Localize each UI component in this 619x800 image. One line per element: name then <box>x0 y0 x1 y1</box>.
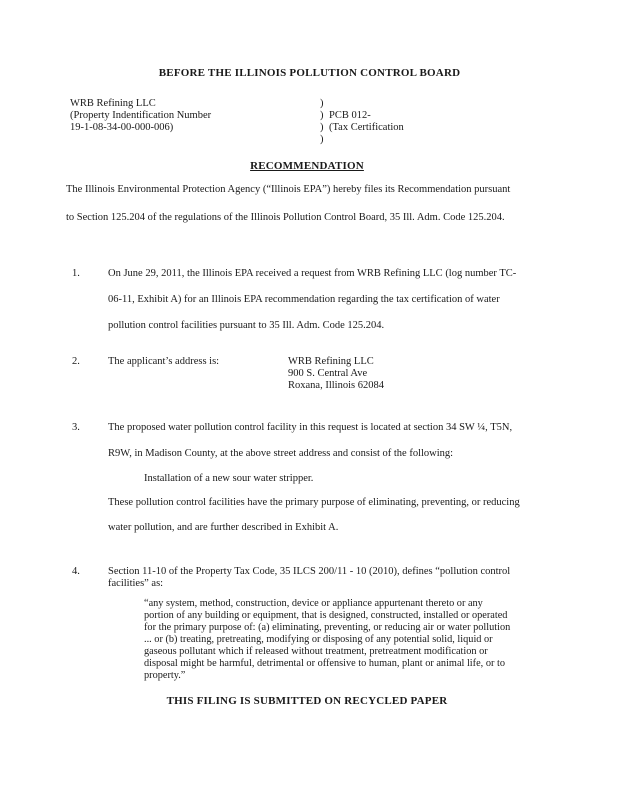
caption-paren: ) <box>320 98 324 109</box>
quote-line: portion of any building or equipment, that is designed, constructed, installed or operated <box>144 610 508 621</box>
facility-item: Installation of a new sour water stripper. <box>144 473 314 484</box>
board-title: BEFORE THE ILLINOIS POLLUTION CONTROL BOARD <box>158 67 461 79</box>
quote-line: “any system, method, construction, device or appliance appurtenant thereto or any <box>144 598 483 609</box>
address-line: WRB Refining LLC <box>288 356 374 367</box>
caption-case-type: (Tax Certification <box>329 122 404 133</box>
caption-paren: ) <box>320 122 324 133</box>
applicant-address-label: The applicant’s address is: <box>108 356 220 367</box>
paragraph-line: On June 29, 2011, the Illinois EPA received a request from WRB Refining LLC (log number TC- <box>108 268 517 279</box>
quote-line: gaseous pollutant which if released without treatment, pretreatment modification or <box>144 646 488 657</box>
caption-pin-number: 19-1-08-34-00-000-006) <box>70 122 174 133</box>
quote-line: ... or (b) treating, pretreating, modifying or disposing of any potential solid, liquid or <box>144 634 493 645</box>
intro-line: to Section 125.204 of the regulations of the Illinois Pollution Control Board, 35 Ill. Adm. Code 125.204. <box>66 212 505 223</box>
paragraph-number: 3. <box>72 422 80 433</box>
paragraph-line: facilities” as: <box>108 578 164 589</box>
caption-case-number: PCB 012- <box>329 110 371 121</box>
paragraph-line: water pollution, and are further described in Exhibit A. <box>108 522 339 533</box>
caption-party: WRB Refining LLC <box>70 98 156 109</box>
paragraph-line: 06-11, Exhibit A) for an Illinois EPA recommendation regarding the tax certification of water <box>108 294 500 305</box>
quote-line: for the primary purpose of: (a) eliminating, preventing, or reducing air or water pollution <box>144 622 511 633</box>
address-line: 900 S. Central Ave <box>288 368 368 379</box>
paragraph-line: pollution control facilities pursuant to 35 Ill. Adm. Code 125.204. <box>108 320 385 331</box>
recommendation-heading: RECOMMENDATION <box>250 160 364 172</box>
paragraph-line: The proposed water pollution control facility in this request is located at section 34 SW ¼, T5N, <box>108 422 513 433</box>
quote-line: disposal might be harmful, detrimental or offensive to human, plant or animal life, or to <box>144 658 505 669</box>
quote-line: property.” <box>144 670 186 681</box>
paragraph-line: Section 11-10 of the Property Tax Code, 35 ILCS 200/11 - 10 (2010), defines “pollution control <box>108 566 511 577</box>
paragraph-line: R9W, in Madison County, at the above street address and consist of the following: <box>108 448 454 459</box>
caption-pin-label: (Property Indentification Number <box>70 110 212 121</box>
paragraph-number: 2. <box>72 356 80 367</box>
caption-paren: ) <box>320 110 324 121</box>
paragraph-line: These pollution control facilities have the primary purpose of eliminating, preventing, or reducing <box>108 497 520 508</box>
caption-paren: ) <box>320 134 324 145</box>
paragraph-number: 4. <box>72 566 80 577</box>
paragraph-number: 1. <box>72 268 80 279</box>
address-line: Roxana, Illinois 62084 <box>288 380 384 391</box>
recycled-paper-footer: THIS FILING IS SUBMITTED ON RECYCLED PAPER <box>166 695 448 707</box>
intro-line: The Illinois Environmental Protection Agency (“Illinois EPA”) hereby files its Recommendation pursuant <box>66 184 511 195</box>
